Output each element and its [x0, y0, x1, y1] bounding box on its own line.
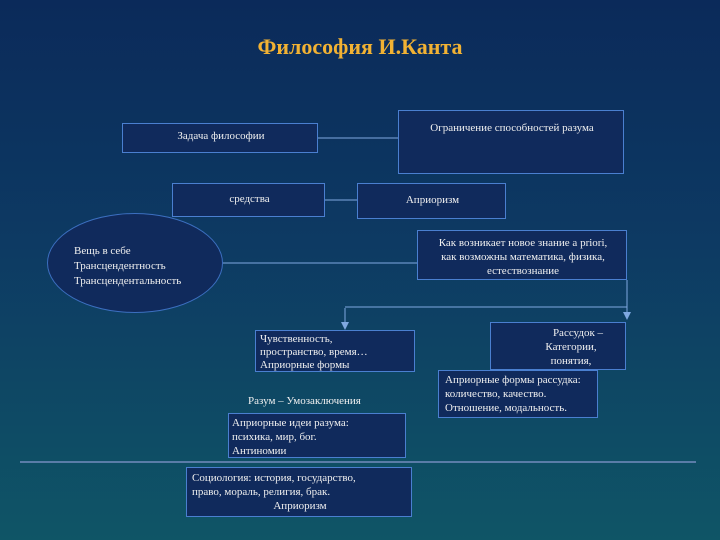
- sociology-line-1: Социология: история, государство,: [192, 472, 356, 484]
- question-line-2: как возможны математика, физика,: [441, 251, 605, 263]
- question-line-1: Как возникает новое знание a priori,: [438, 237, 608, 249]
- understanding-box: [490, 322, 626, 370]
- sociology-line-3: Априоризм: [273, 500, 327, 512]
- thing-line-1: Вещь в себе: [74, 245, 131, 257]
- apriorism-box: [357, 183, 506, 219]
- question-box: [417, 230, 627, 280]
- understanding-forms-box: [438, 370, 598, 418]
- ideas-line-3: Антиномии: [232, 445, 287, 457]
- understanding-forms-line-1: Априорные формы рассудка:: [445, 374, 581, 386]
- means-label: средства: [229, 193, 270, 205]
- limit-label: Ограничение способностей разума: [430, 122, 594, 134]
- understanding-forms-line-2: количество, качество.: [445, 388, 547, 400]
- thing-in-itself-ellipse: [47, 213, 223, 313]
- separator-line: [20, 461, 696, 463]
- question-line-3: естествознание: [486, 265, 560, 277]
- sociology-line-2: право, мораль, религия, брак.: [192, 486, 331, 498]
- sensibility-line-2: пространство, время…: [260, 346, 368, 358]
- slide-title: Философия И.Канта: [257, 34, 463, 59]
- sensibility-line-1: Чувственность,: [260, 333, 333, 345]
- apriorism-label: Априоризм: [405, 194, 460, 206]
- ideas-line-2: психика, мир, бог.: [232, 431, 317, 443]
- understanding-line-3: понятия,: [550, 355, 592, 367]
- ideas-line-1: Априорные идеи разума:: [232, 417, 349, 429]
- task-box: [122, 123, 318, 153]
- means-box: [172, 183, 325, 217]
- thing-line-3: Трансцендентальность: [74, 275, 182, 287]
- limit-box: [398, 110, 624, 174]
- task-label: Задача философии: [177, 130, 265, 142]
- sensibility-line-3: Априорные формы: [260, 359, 350, 371]
- understanding-line-1: Рассудок –: [552, 327, 604, 339]
- sensibility-box: [255, 330, 415, 372]
- sociology-box: [186, 467, 412, 517]
- understanding-line-2: Категории,: [545, 341, 597, 353]
- thing-line-2: Трансцендентность: [74, 260, 166, 272]
- reason-label: Разум – Умозаключения: [248, 395, 361, 407]
- understanding-forms-line-3: Отношение, модальность.: [445, 402, 567, 414]
- ideas-box: [228, 413, 406, 458]
